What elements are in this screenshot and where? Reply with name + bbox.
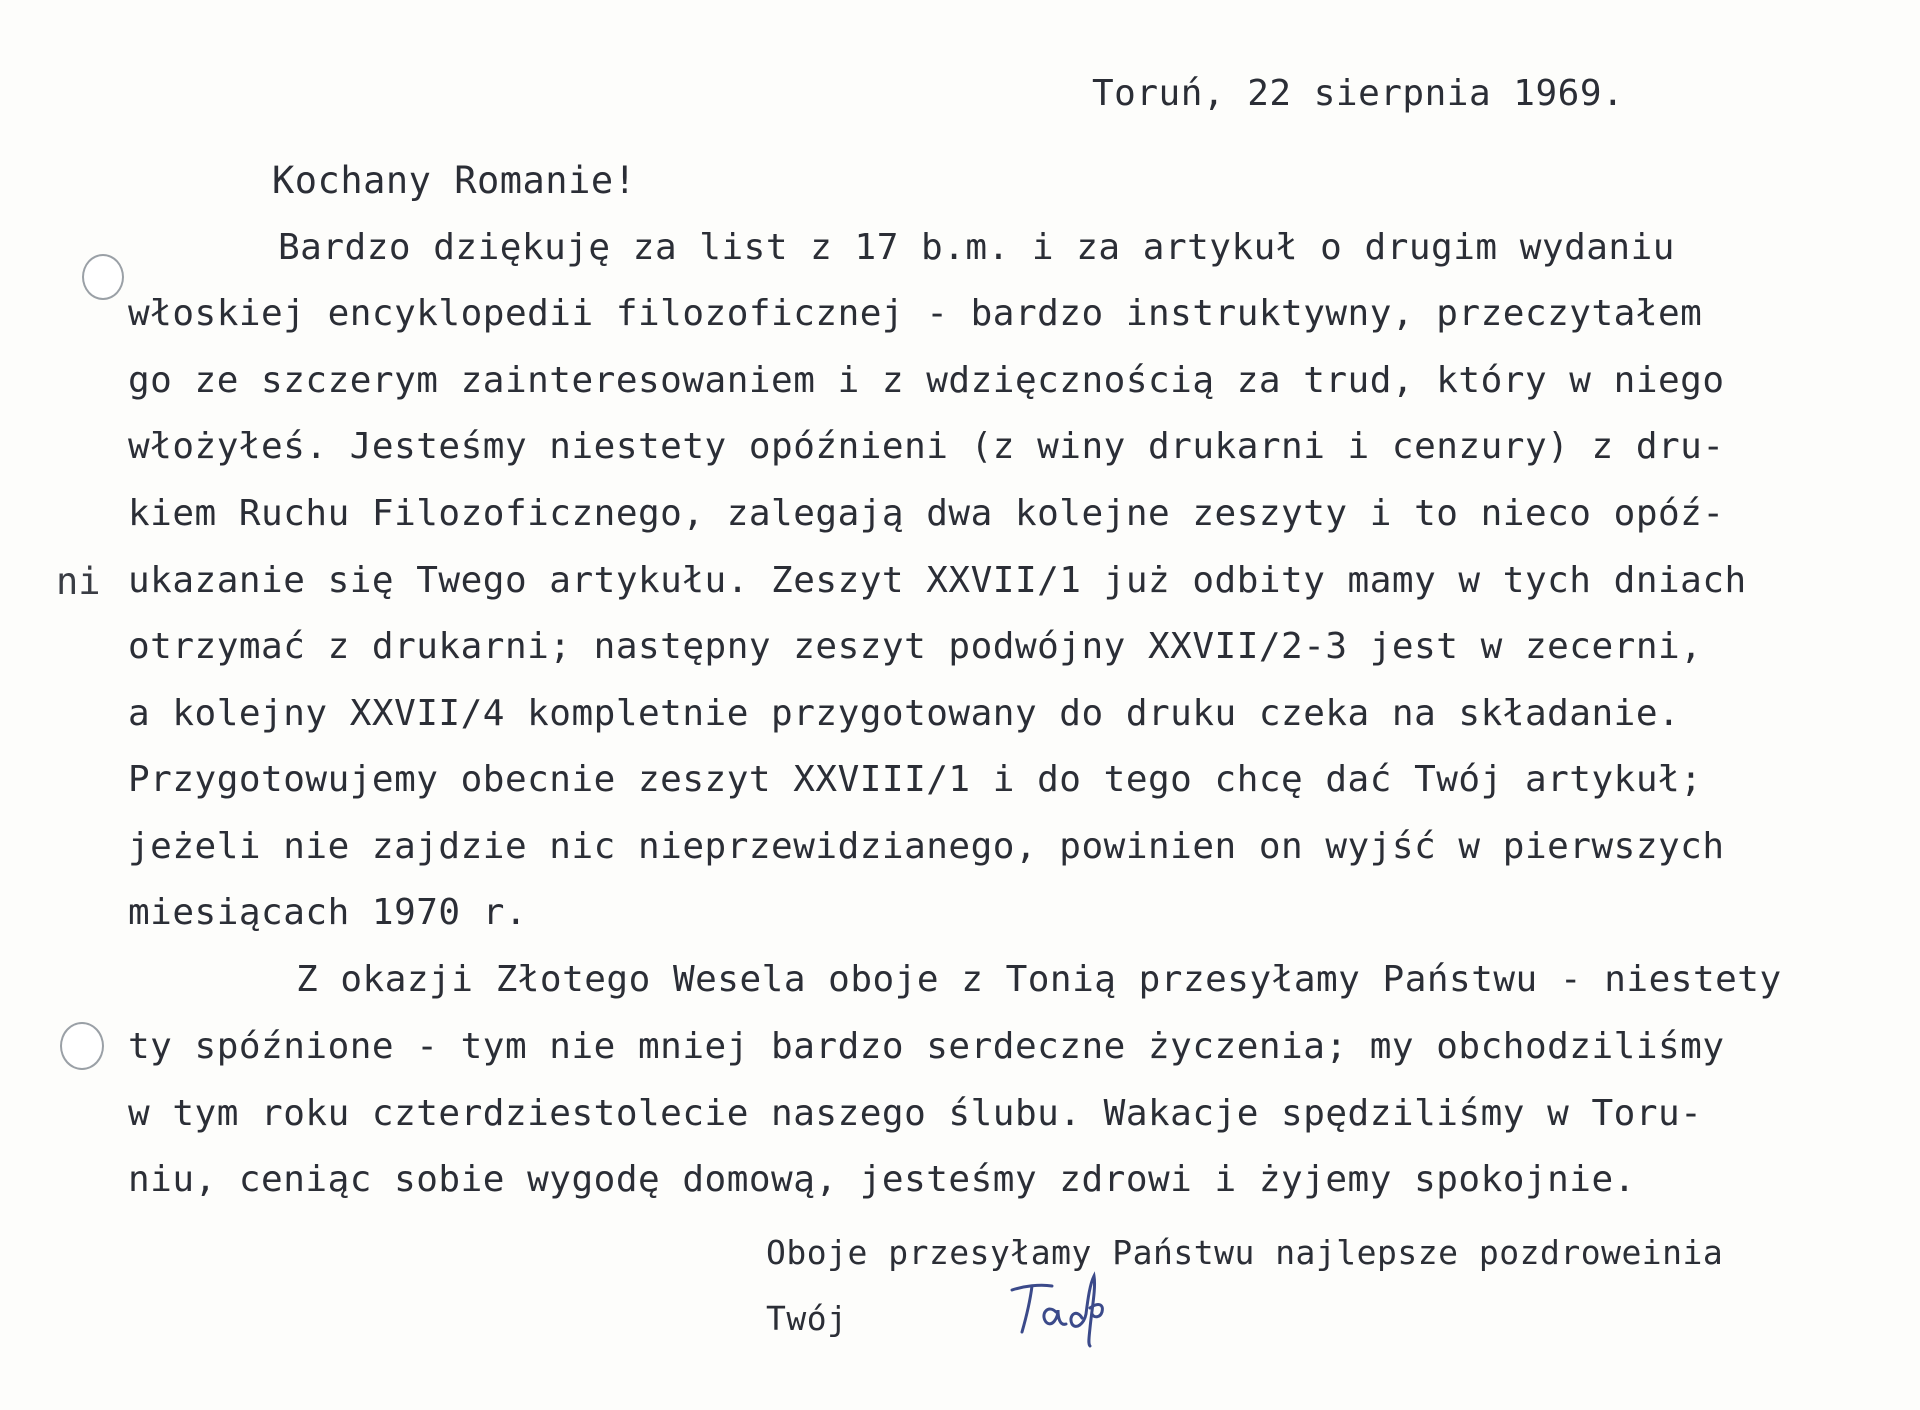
body-line-13: ty spóźnione - tym nie mniej bardzo serdeczne życzenia; my obchodziliśmy — [128, 1026, 1725, 1067]
salutation: Kochany Romanie! — [272, 159, 637, 202]
body-line-15: niu, ceniąc sobie wygodę domową, jesteśmy zdrowi i żyjemy spokojnie. — [128, 1159, 1636, 1200]
body-line-6: ukazanie się Twego artykułu. Zeszyt XXVII/1 już odbity mamy w tych dniach — [128, 560, 1747, 601]
punch-hole-bottom — [60, 1022, 104, 1070]
place-date: Toruń, 22 sierpnia 1969. — [1092, 73, 1625, 114]
body-line-14: w tym roku czterdziestolecie naszego ślubu. Wakacje spędziliśmy w Toru- — [128, 1093, 1703, 1134]
body-line-10: jeżeli nie zajdzie nic nieprzewidzianego, powinien on wyjść w pierwszych — [128, 826, 1725, 867]
body-line-8: a kolejny XXVII/4 kompletnie przygotowany do druku czeka na składanie. — [128, 693, 1681, 734]
body-line-9: Przygotowujemy obecnie zeszyt XXVIII/1 i do tego chcę dać Twój artykuł; — [128, 759, 1703, 800]
margin-note: ni — [56, 560, 101, 603]
body-line-1: Bardzo dziękuję za list z 17 b.m. i za artykuł o drugim wydaniu — [278, 227, 1675, 268]
body-line-3: go ze szczerym zainteresowaniem i z wdzięcznością za trud, który w niego — [128, 360, 1725, 401]
punch-hole-top — [82, 254, 124, 300]
body-line-5: kiem Ruchu Filozoficznego, zalegają dwa kolejne zeszyty i to nieco opóź- — [128, 493, 1725, 534]
body-line-4: włożyłeś. Jesteśmy niestety opóźnieni (z winy drukarni i cenzury) z dru- — [128, 426, 1725, 467]
handwritten-signature — [1000, 1268, 1130, 1348]
body-line-11: miesiącach 1970 r. — [128, 892, 528, 933]
closing: Oboje przesyłamy Państwu najlepsze pozdroweinia — [766, 1233, 1724, 1272]
body-line-7: otrzymać z drukarni; następny zeszyt podwójny XXVII/2-3 jest w zecerni, — [128, 626, 1703, 667]
body-line-12: Z okazji Złotego Wesela oboje z Tonią przesyłamy Państwu - niestety — [296, 959, 1782, 1000]
body-line-2: włoskiej encyklopedii filozoficznej - bardzo instruktywny, przeczytałem — [128, 293, 1703, 334]
valediction: Twój — [766, 1299, 848, 1338]
